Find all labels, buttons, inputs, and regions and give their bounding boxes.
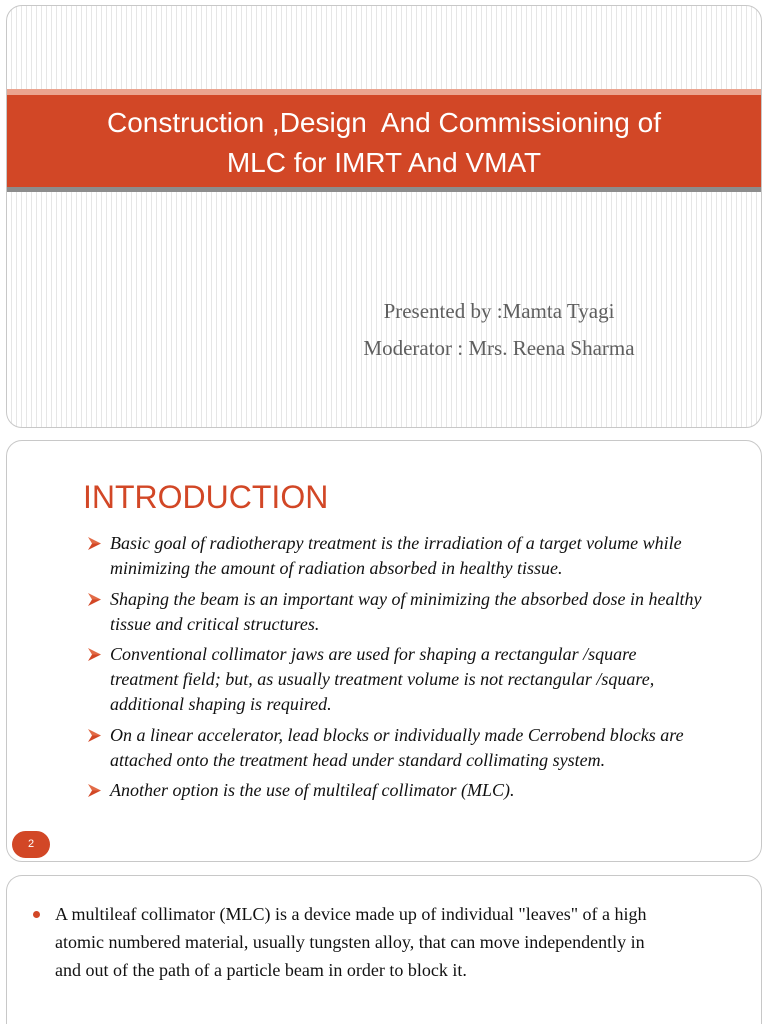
- banner-shadow-strip: [7, 187, 761, 192]
- list-item: [55, 900, 647, 984]
- bullet-text-line: treatment field; but, as usually treatment volume is not rectangular /square,: [110, 669, 655, 689]
- arrowhead-bullet-icon: [88, 537, 101, 550]
- mlc-slide: [6, 875, 762, 1024]
- bullet-text-line: On a linear accelerator, lead blocks or individually made Cerrobend blocks are: [110, 724, 684, 745]
- intro-slide: [6, 440, 762, 862]
- bullet-text-line: atomic numbered material, usually tungsten alloy, that can move independently in: [55, 932, 645, 952]
- title-banner: [7, 89, 761, 192]
- list-item: [88, 587, 701, 637]
- slide-title-line-1: Construction ,Design And Commissioning of: [106, 107, 662, 138]
- arrowhead-bullet-icon: [88, 593, 101, 606]
- page-number-badge: 2: [12, 831, 50, 858]
- bullet-text-line: Conventional collimator jaws are used for shaping a rectangular /square: [110, 644, 637, 664]
- presenter-info: [299, 293, 699, 367]
- bullet-text-line: Another option is the use of multileaf collimator (MLC).: [110, 780, 515, 800]
- bullet-text-line: tissue and critical structures.: [110, 613, 320, 634]
- arrowhead-bullet-icon: [88, 729, 101, 742]
- list-item: [88, 642, 701, 717]
- bullet-text-line: additional shaping is required.: [110, 694, 332, 714]
- bullet-list: [55, 900, 647, 984]
- arrowhead-bullet-icon: [88, 648, 101, 661]
- title-slide: [6, 5, 762, 428]
- bullet-text-line: Shaping the beam is an important way of minimizing the absorbed dose in healthy: [110, 588, 702, 609]
- title-banner-body: [7, 95, 761, 187]
- presenter-name: Presented by :Mamta Tyagi: [383, 299, 615, 323]
- bullet-text-line: attached onto the treatment head under standard collimating system.: [110, 749, 606, 770]
- list-item: [88, 778, 701, 803]
- bullet-list: [88, 531, 701, 809]
- list-item: [88, 531, 701, 581]
- bullet-text-line: minimizing the amount of radiation absorbed in healthy tissue.: [110, 558, 563, 578]
- moderator-name: Moderator : Mrs. Reena Sharma: [363, 336, 635, 360]
- bullet-text-line: A multileaf collimator (MLC) is a device made up of individual "leaves" of a high: [55, 904, 647, 924]
- slide-heading: INTRODUCTION: [83, 479, 329, 515]
- slide-title-line-2: MLC for IMRT And VMAT: [226, 147, 542, 178]
- bullet-text-line: and out of the path of a particle beam in order to block it.: [55, 960, 467, 980]
- list-item: [88, 723, 701, 773]
- bullet-text-line: Basic goal of radiotherapy treatment is the irradiation of a target volume while: [110, 533, 682, 553]
- arrowhead-bullet-icon: [88, 784, 101, 797]
- round-bullet-icon: [33, 911, 40, 918]
